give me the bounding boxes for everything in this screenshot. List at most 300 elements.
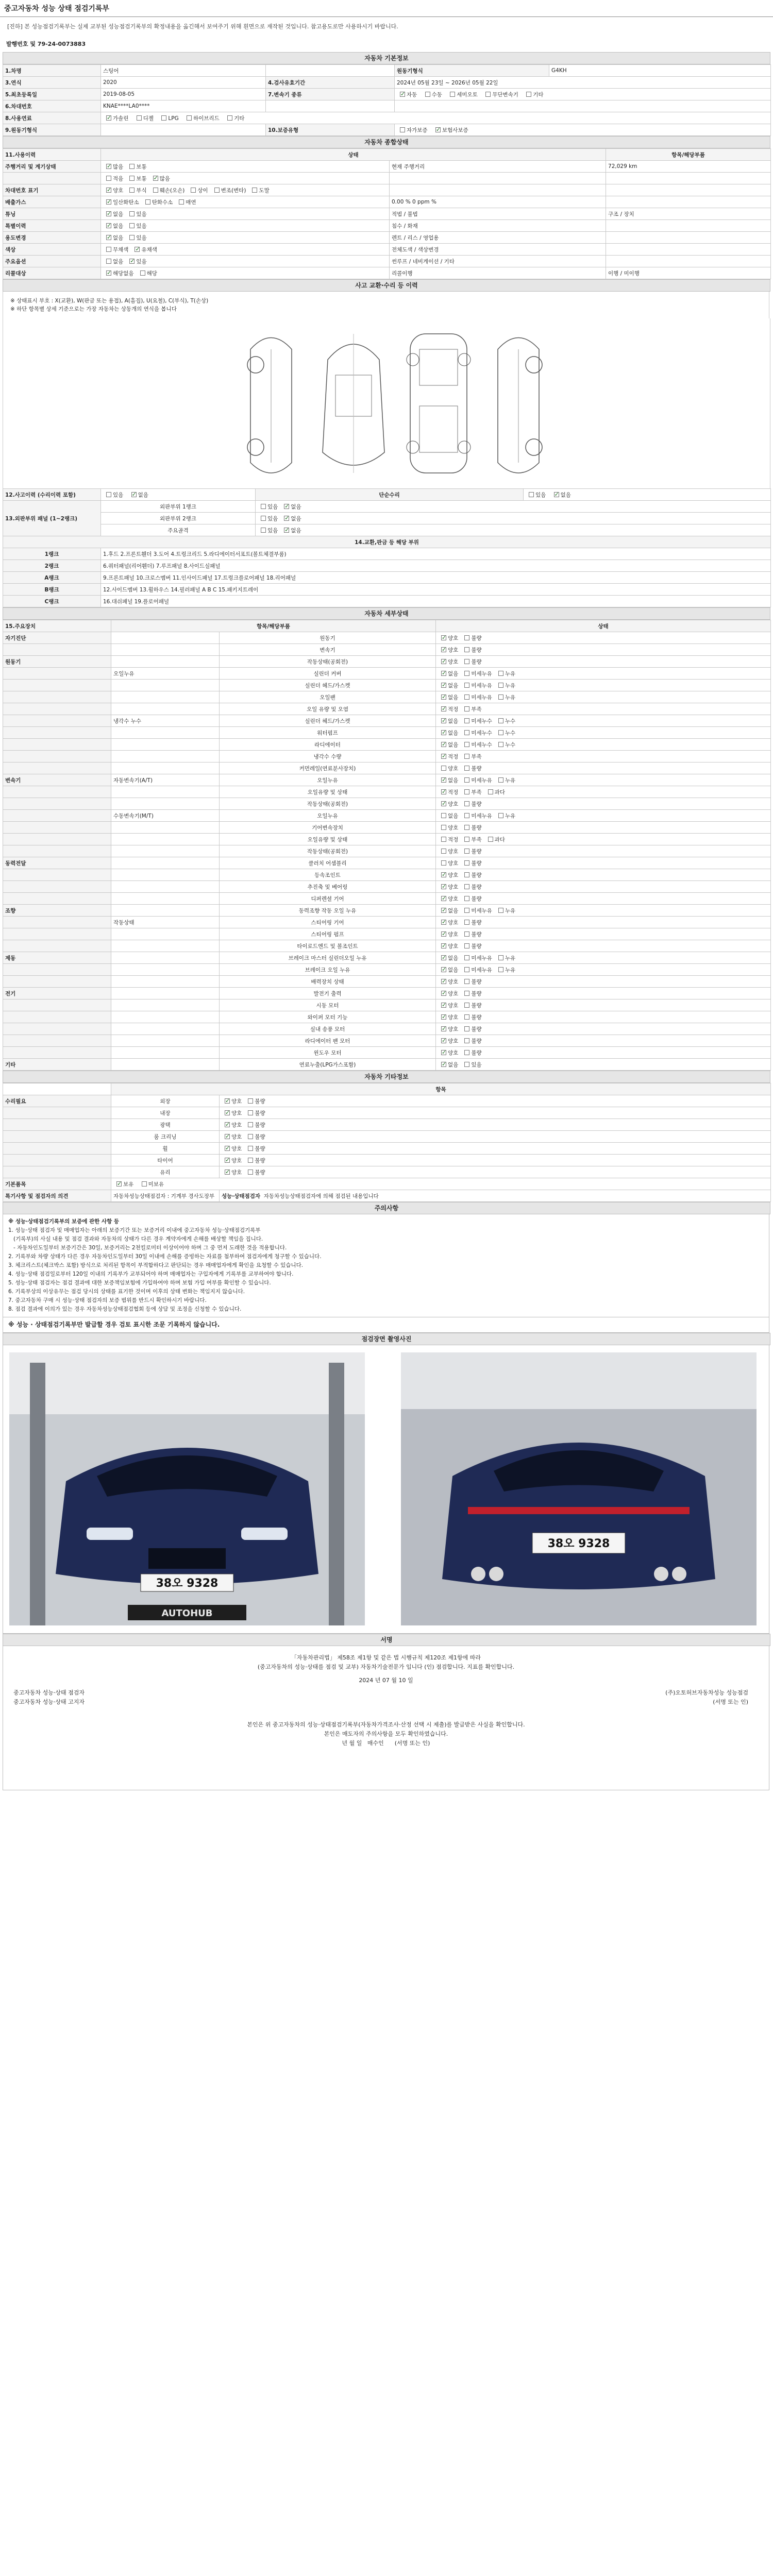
other-col-head: 항목 bbox=[111, 1083, 771, 1095]
detail-option-checkbox bbox=[464, 1014, 469, 1020]
detail-subgroup bbox=[111, 845, 220, 857]
detail-option-checkbox bbox=[498, 908, 503, 913]
detail-item: 워터펌프 bbox=[220, 727, 436, 739]
detail-item: 오일유량 및 상태 bbox=[220, 786, 436, 798]
detail-row bbox=[3, 798, 771, 810]
detail-option-checkbox bbox=[441, 635, 446, 640]
sign-line-2: (중고자동차의 성능·상태를 점검 및 교부) 자동차기술전문가 입니다 (인) 점검합니다. 지표를 확인합니다. bbox=[257, 1664, 515, 1670]
detail-subgroup bbox=[111, 928, 220, 940]
value-special-notes: 자동차성능상태점검자 : 기계부 경사도장부 bbox=[111, 1190, 220, 1202]
detail-options: ✓ 양호 불량 bbox=[436, 893, 771, 905]
detail-group bbox=[3, 644, 111, 656]
detail-subgroup bbox=[111, 905, 220, 917]
detail-item: 타이로드엔드 및 볼조인트 bbox=[220, 940, 436, 952]
detail-option-checkbox bbox=[464, 1050, 469, 1055]
caution-line: 1. 성능·상태 점검자 및 매매업자는 아래의 보증기간 또는 보증거리 이내에 중고자동차 성능·상태점검기록부 bbox=[8, 1227, 261, 1233]
rank-row-label: 외판부위 2랭크 bbox=[101, 513, 256, 524]
detail-group bbox=[3, 1023, 111, 1035]
detail-option-checkbox bbox=[441, 908, 446, 913]
overall-col-items: 항목/해당부품 bbox=[606, 149, 771, 161]
caution-line: 3. 체크리스트(체크박스 포함) 방식으로 처리된 항목이 부적합하다고 판단되는 경우 매매업자에게 확인을 요청할 수 있습니다. bbox=[8, 1262, 304, 1268]
detail-item: 스티어링 기어 bbox=[220, 917, 436, 928]
detail-subgroup: 작동상태 bbox=[111, 917, 220, 928]
detail-subgroup bbox=[111, 680, 220, 691]
detail-option-checkbox bbox=[441, 991, 446, 996]
checkbox-basic-none bbox=[142, 1181, 147, 1187]
detail-option-checkbox bbox=[498, 813, 503, 818]
confirm-row bbox=[13, 1739, 759, 1748]
detail-group bbox=[3, 928, 111, 940]
checkbox-fuel-other bbox=[227, 115, 232, 121]
detail-group: 조향 bbox=[3, 905, 111, 917]
detail-group bbox=[3, 976, 111, 988]
label-car-name: 1.차명 bbox=[3, 65, 101, 77]
sign-box bbox=[3, 1646, 769, 1790]
detail-option-checkbox bbox=[464, 801, 469, 806]
detail-options: ✓ 없음 미세누수 누수 bbox=[436, 715, 771, 727]
detail-option-checkbox bbox=[464, 1003, 469, 1008]
detail-row bbox=[3, 928, 771, 940]
overall-row bbox=[3, 208, 771, 220]
exchange-rank: B랭크 bbox=[3, 584, 101, 596]
detail-row bbox=[3, 881, 771, 893]
detail-row bbox=[3, 905, 771, 917]
detail-option-checkbox bbox=[464, 671, 469, 676]
exchange-row bbox=[3, 584, 771, 596]
detail-option-checkbox bbox=[441, 920, 446, 925]
detail-item: 시동 모터 bbox=[220, 999, 436, 1011]
rear-car-photo bbox=[401, 1352, 757, 1625]
detail-options: ✓ 양호 불량 bbox=[436, 940, 771, 952]
detail-options: ✓ 없음 미세누유 누유 bbox=[436, 691, 771, 703]
detail-item: 동력조향 작동 오일 누유 bbox=[220, 905, 436, 917]
detail-subgroup bbox=[111, 739, 220, 751]
detail-option-checkbox bbox=[441, 813, 446, 818]
detail-item: 브레이크 오일 누유 bbox=[220, 964, 436, 976]
detail-option-checkbox bbox=[498, 683, 503, 688]
section-detail-state: 자동차 세부상태 bbox=[3, 607, 770, 620]
other-option-checkbox bbox=[225, 1122, 230, 1127]
detail-option-checkbox bbox=[441, 742, 446, 747]
detail-row bbox=[3, 691, 771, 703]
detail-row bbox=[3, 988, 771, 999]
rank-row-label: 주요골격 bbox=[101, 524, 256, 536]
overall-row-label: 배출가스 bbox=[3, 196, 101, 208]
detail-row bbox=[3, 632, 771, 644]
detail-option-checkbox bbox=[441, 860, 446, 866]
overall-option-checkbox bbox=[252, 188, 257, 193]
detail-col-state: 상태 bbox=[436, 620, 771, 632]
overall-row-label: 차대번호 표기 bbox=[3, 184, 101, 196]
detail-option-checkbox bbox=[498, 694, 503, 700]
detail-group bbox=[3, 703, 111, 715]
detail-row bbox=[3, 762, 771, 774]
detail-subgroup bbox=[111, 1011, 220, 1023]
detail-option-checkbox bbox=[441, 671, 446, 676]
notice-label: 중고자동차 성능·상태 고지자 bbox=[13, 1699, 85, 1705]
other-option-checkbox bbox=[248, 1122, 253, 1127]
detail-row bbox=[3, 703, 771, 715]
section-photo: 점검장면 촬영사진 bbox=[3, 1333, 770, 1345]
checkbox-rank1-no bbox=[284, 504, 289, 509]
detail-option-checkbox bbox=[464, 754, 469, 759]
detail-item: 실린더 헤드/가스켓 bbox=[220, 680, 436, 691]
detail-option-checkbox bbox=[498, 955, 503, 960]
detail-options: ✓ 양호 불량 bbox=[436, 976, 771, 988]
detail-option-checkbox bbox=[464, 931, 469, 937]
caution-line: 4. 성능·상태 점검일로부터 120일 이내의 기록부가 교부되어야 하며 매매업자는 구입자에게 기록부를 교부하여야 합니다. bbox=[8, 1271, 294, 1277]
other-info-table bbox=[3, 1083, 771, 1202]
transmission-options: ✓ 자동 수동 세미오토 무단변속기 기타 bbox=[395, 89, 771, 100]
detail-options: 양호 불량 bbox=[436, 822, 771, 834]
caution-line: 2. 기록부와 차량 상태가 다른 경우 자동차인도일부터 30일 이내에 손해를 증빙하는 자료를 첨부하여 점검자에게 청구할 수 있습니다. bbox=[8, 1253, 322, 1260]
detail-item: 배력장치 상태 bbox=[220, 976, 436, 988]
overall-row-note: 전체도색 / 색상변경 bbox=[390, 244, 606, 256]
section-sign: 서명 bbox=[3, 1634, 770, 1646]
other-option-checkbox bbox=[225, 1146, 230, 1151]
label-year: 3.연식 bbox=[3, 77, 101, 89]
detail-group: 제동 bbox=[3, 952, 111, 964]
detail-group bbox=[3, 822, 111, 834]
label-rank: 13.외판부위 패널 (1~2랭크) bbox=[3, 501, 101, 536]
exchange-items: 9.프론트패널 10.크로스멤버 11.인사이드패널 17.트렁크플로어패널 18.리어패널 bbox=[101, 572, 771, 584]
detail-item: 연료누출(LPG가스포함) bbox=[220, 1059, 436, 1071]
car-top-front-icon bbox=[323, 334, 384, 473]
other-row bbox=[3, 1143, 771, 1155]
detail-subgroup bbox=[111, 632, 220, 644]
checkbox-fuel-diesel bbox=[137, 115, 142, 121]
value-inspection-period: 2024년 05월 23일 ~ 2026년 05월 22일 bbox=[395, 77, 771, 89]
detail-item: 원동기 bbox=[220, 632, 436, 644]
detail-option-checkbox bbox=[441, 931, 446, 937]
overall-row-options: 무채색✓ 유채색 bbox=[101, 244, 390, 256]
detail-col-device: 15.주요장치 bbox=[3, 620, 111, 632]
detail-item: 오일누유 bbox=[220, 774, 436, 786]
other-option-checkbox bbox=[225, 1098, 230, 1104]
detail-group: 기타 bbox=[3, 1059, 111, 1071]
photo-area bbox=[3, 1345, 769, 1634]
front-car-photo bbox=[9, 1352, 365, 1625]
overall-row-value bbox=[606, 232, 771, 244]
detail-group bbox=[3, 881, 111, 893]
detail-item: 클러치 어셈블리 bbox=[220, 857, 436, 869]
detail-row bbox=[3, 822, 771, 834]
detail-options: ✓ 적정 부족 bbox=[436, 751, 771, 762]
overall-row-options: ✓ 일산화탄소 탄화수소 매연 bbox=[101, 196, 390, 208]
detail-row bbox=[3, 786, 771, 798]
detail-options: 양호 불량 bbox=[436, 857, 771, 869]
other-group bbox=[3, 1107, 111, 1119]
overall-row-options: ✓ 없음 있음 bbox=[101, 220, 390, 232]
detail-option-checkbox bbox=[464, 849, 469, 854]
detail-options: ✓ 양호 불량 bbox=[436, 1023, 771, 1035]
detail-subgroup bbox=[111, 762, 220, 774]
other-group bbox=[3, 1155, 111, 1166]
detail-option-checkbox bbox=[464, 742, 469, 747]
detail-options: ✓ 없음 미세누유 누유 bbox=[436, 964, 771, 976]
detail-group bbox=[3, 1047, 111, 1059]
detail-subgroup bbox=[111, 1059, 220, 1071]
detail-subgroup bbox=[111, 952, 220, 964]
detail-item: 스티어링 펌프 bbox=[220, 928, 436, 940]
detail-subgroup bbox=[111, 869, 220, 881]
other-option-checkbox bbox=[225, 1110, 230, 1115]
overall-row bbox=[3, 173, 771, 184]
detail-subgroup bbox=[111, 751, 220, 762]
other-group bbox=[3, 1166, 111, 1178]
detail-option-checkbox bbox=[464, 884, 469, 889]
detail-options: 없음 미세누유 누유 bbox=[436, 810, 771, 822]
detail-row bbox=[3, 834, 771, 845]
checkbox-accident-yes bbox=[106, 492, 111, 497]
detail-item: 작동상태(공회전) bbox=[220, 656, 436, 668]
detail-row bbox=[3, 715, 771, 727]
detail-row bbox=[3, 1011, 771, 1023]
overall-option-checkbox bbox=[179, 199, 184, 205]
detail-option-checkbox bbox=[441, 1062, 446, 1067]
checkbox-warranty-insurance bbox=[435, 127, 441, 132]
detail-row bbox=[3, 1023, 771, 1035]
detail-row bbox=[3, 893, 771, 905]
detail-subgroup bbox=[111, 976, 220, 988]
detail-option-checkbox bbox=[441, 718, 446, 723]
checkbox-transmission-other bbox=[526, 92, 531, 97]
overall-option-checkbox bbox=[135, 247, 140, 252]
label-transmission: 7.변속기 종류 bbox=[266, 89, 395, 100]
value-engine-type: G4KH bbox=[549, 65, 771, 77]
overall-row-value: 이행 / 미이행 bbox=[606, 267, 771, 279]
detail-options: ✓ 양호 불량 bbox=[436, 1047, 771, 1059]
detail-group bbox=[3, 893, 111, 905]
confirm-line-1: 본인은 위 중고자동차의 성능·상태점검기록부(자동차가격조사·산정 선택 시 제출)를 발급받은 사실을 확인합니다. bbox=[247, 1721, 525, 1728]
detail-group bbox=[3, 1011, 111, 1023]
detail-options: ✓ 양호 불량 bbox=[436, 1035, 771, 1047]
detail-subgroup bbox=[111, 940, 220, 952]
other-item: 외장 bbox=[111, 1095, 220, 1107]
other-option-checkbox bbox=[248, 1146, 253, 1151]
detail-options: ✓ 양호 불량 bbox=[436, 1011, 771, 1023]
detail-option-checkbox bbox=[441, 955, 446, 960]
detail-option-checkbox bbox=[441, 1026, 446, 1031]
other-option-checkbox bbox=[225, 1134, 230, 1139]
detail-row bbox=[3, 680, 771, 691]
overall-row-value bbox=[606, 244, 771, 256]
other-options: ✓ 양호 불량 bbox=[220, 1107, 771, 1119]
inspector-row bbox=[13, 1688, 759, 1698]
detail-option-checkbox bbox=[441, 979, 446, 984]
detail-row bbox=[3, 751, 771, 762]
other-option-checkbox bbox=[225, 1158, 230, 1163]
detail-group bbox=[3, 680, 111, 691]
detail-options: ✓ 양호 불량 bbox=[436, 798, 771, 810]
detail-row bbox=[3, 1047, 771, 1059]
detail-option-checkbox bbox=[464, 683, 469, 688]
other-options: ✓ 양호 불량 bbox=[220, 1155, 771, 1166]
overall-option-checkbox bbox=[106, 223, 111, 228]
section-basic-info: 자동차 기본정보 bbox=[3, 52, 770, 64]
checkbox-transmission-auto bbox=[400, 92, 405, 97]
checkbox-fuel-hybrid bbox=[187, 115, 192, 121]
brand-watermark: AUTOHUB bbox=[161, 1608, 213, 1619]
detail-row bbox=[3, 869, 771, 881]
detail-row bbox=[3, 810, 771, 822]
detail-options: ✓ 없음 미세누수 누수 bbox=[436, 727, 771, 739]
detail-item: 등속조인트 bbox=[220, 869, 436, 881]
label-first-registration: 5.최초등록일 bbox=[3, 89, 101, 100]
checkbox-rank1-yes bbox=[261, 504, 266, 509]
checkbox-transmission-cvt bbox=[485, 92, 491, 97]
detail-item: 변속기 bbox=[220, 644, 436, 656]
overall-option-checkbox bbox=[153, 188, 158, 193]
rear-plate-text: 38오 9328 bbox=[547, 1537, 610, 1550]
basic-info-table bbox=[3, 64, 771, 136]
notice-row bbox=[13, 1698, 759, 1707]
detail-row bbox=[3, 857, 771, 869]
front-car-image bbox=[9, 1352, 365, 1625]
detail-subgroup: 자동변속기(A/T) bbox=[111, 774, 220, 786]
detail-option-checkbox bbox=[464, 635, 469, 640]
detail-option-checkbox bbox=[498, 742, 503, 747]
other-option-checkbox bbox=[248, 1098, 253, 1104]
accident-options: 있음 ✓ 없음 bbox=[101, 489, 256, 501]
rank-row-options: 있음✓ 없음 bbox=[256, 513, 771, 524]
overall-row-value bbox=[606, 173, 771, 184]
detail-option-checkbox bbox=[441, 647, 446, 652]
detail-group bbox=[3, 999, 111, 1011]
inspector-value: (주)오토허브자동차성능 성능점검 bbox=[665, 1689, 748, 1696]
other-options: ✓ 양호 불량 bbox=[220, 1166, 771, 1178]
caution-line: - 자동차인도일부터 보증기간은 30일, 보증거리는 2천킬로미터 이상이어야 하며 그 중 먼저 도래한 것을 적용합니다. bbox=[8, 1245, 287, 1251]
value-year: 2020 bbox=[101, 77, 266, 89]
exchange-rank: A랭크 bbox=[3, 572, 101, 584]
overall-row bbox=[3, 161, 771, 173]
overall-row bbox=[3, 244, 771, 256]
overall-row-value bbox=[606, 220, 771, 232]
detail-option-checkbox bbox=[441, 730, 446, 735]
detail-group bbox=[3, 810, 111, 822]
detail-option-checkbox bbox=[441, 849, 446, 854]
overall-row-label: 주행거리 및 계기상태 bbox=[3, 161, 101, 173]
overall-option-checkbox bbox=[106, 164, 111, 169]
detail-options: 양호 불량 bbox=[436, 762, 771, 774]
overall-row bbox=[3, 267, 771, 279]
overall-row-options: ✓ 해당없음 해당 bbox=[101, 267, 390, 279]
checkbox-transmission-semi bbox=[450, 92, 455, 97]
detail-option-checkbox bbox=[464, 896, 469, 901]
caution-line: 8. 점검 결과에 이의가 있는 경우 자동차성능상태점검협회 등에 상담 및 조정을 신청할 수 있습니다. bbox=[8, 1306, 242, 1312]
overall-row-value: 구조 / 장치 bbox=[606, 208, 771, 220]
sign-date: 2024 년 07 월 10 일 bbox=[359, 1677, 413, 1684]
detail-option-checkbox bbox=[441, 659, 446, 664]
overall-option-checkbox bbox=[214, 188, 220, 193]
detail-subgroup bbox=[111, 703, 220, 715]
label-simple-repair: 단순수리 bbox=[256, 489, 524, 501]
detail-group: 변속기 bbox=[3, 774, 111, 786]
detail-option-checkbox bbox=[464, 920, 469, 925]
detail-option-checkbox bbox=[498, 967, 503, 972]
label-basic-items: 기본품목 bbox=[3, 1178, 111, 1190]
detail-subgroup bbox=[111, 834, 220, 845]
basic-items-options: ✓ 보유 미보유 bbox=[111, 1178, 771, 1190]
detail-option-checkbox bbox=[441, 766, 446, 771]
detail-subgroup bbox=[111, 1047, 220, 1059]
detail-options: ✓ 없음 미세누유 누유 bbox=[436, 952, 771, 964]
confirm-line-2: 본인은 매도자의 주의사항을 모두 확인하였습니다. bbox=[324, 1731, 448, 1737]
detail-subgroup bbox=[111, 1023, 220, 1035]
legend-line: ※ 하단 항목별 상세 기준으로는 가장 자동차는 상동개의 연식을 봅니다 bbox=[10, 306, 177, 312]
overall-option-checkbox bbox=[129, 235, 135, 240]
overall-row-note: 렌트 / 리스 / 영업용 bbox=[390, 232, 606, 244]
detail-item: 발전기 출력 bbox=[220, 988, 436, 999]
checkbox-transmission-manual bbox=[425, 92, 430, 97]
detail-option-checkbox bbox=[441, 683, 446, 688]
detail-option-checkbox bbox=[441, 943, 446, 948]
other-row bbox=[3, 1155, 771, 1166]
section-overall-state: 자동차 종합상태 bbox=[3, 136, 770, 148]
detail-group bbox=[3, 727, 111, 739]
caution-line: 6. 기록부상의 이상유무는 점검 당시의 상태를 표기한 것이며 이후의 상태 변화는 책임지지 않습니다. bbox=[8, 1289, 245, 1295]
overall-row-note: 0.00 % 0 ppm % bbox=[390, 196, 606, 208]
detail-item: 작동상태(공회전) bbox=[220, 845, 436, 857]
detail-row bbox=[3, 940, 771, 952]
detail-item: 라디에이터 팬 모터 bbox=[220, 1035, 436, 1047]
overall-row-note: 썬루프 / 네비게이션 / 기타 bbox=[390, 256, 606, 267]
detail-group: 자기진단 bbox=[3, 632, 111, 644]
overall-row bbox=[3, 256, 771, 267]
exchange-items: 12.사이드멤버 13.휠하우스 14.필러패널 A B C 15.패키지트레이 bbox=[101, 584, 771, 596]
overall-option-checkbox bbox=[129, 259, 135, 264]
document-title: 중고자동차 성능 상태 점검기록부 bbox=[0, 0, 773, 17]
exchange-title: 14.교환,판금 등 해당 부위 bbox=[3, 536, 771, 548]
other-item: 유리 bbox=[111, 1166, 220, 1178]
other-group bbox=[3, 1119, 111, 1131]
detail-subgroup bbox=[111, 644, 220, 656]
buyer-label: 매수인 bbox=[367, 1740, 384, 1747]
detail-subgroup: 냉각수 누수 bbox=[111, 715, 220, 727]
detail-group bbox=[3, 869, 111, 881]
detail-item: 커먼레일(연료분사장치) bbox=[220, 762, 436, 774]
other-option-checkbox bbox=[248, 1134, 253, 1139]
detail-option-checkbox bbox=[441, 825, 446, 830]
detail-item: 실린더 헤드/가스켓 bbox=[220, 715, 436, 727]
overall-option-checkbox bbox=[191, 188, 196, 193]
detail-option-checkbox bbox=[498, 671, 503, 676]
overall-row-label: 용도변경 bbox=[3, 232, 101, 244]
detail-row bbox=[3, 727, 771, 739]
overall-row-value bbox=[606, 196, 771, 208]
other-option-checkbox bbox=[248, 1158, 253, 1163]
checkbox-simple-yes bbox=[529, 492, 534, 497]
overall-option-checkbox bbox=[106, 247, 111, 252]
checkbox-frame-no bbox=[284, 528, 289, 533]
detail-group bbox=[3, 845, 111, 857]
overall-row bbox=[3, 184, 771, 196]
detail-item: 디퍼렌셜 기어 bbox=[220, 893, 436, 905]
notice-text: [진하] 본 성능점검기록부는 실제 교부된 성능점검기록부의 확정내용을 옮긴해서 보여주기 위해 흰면으로 재작된 것입니다. 참고용도로만 사용하시기 바랍니다. bbox=[7, 23, 398, 30]
checkbox-rank2-yes bbox=[261, 516, 266, 521]
detail-options: ✓ 없음 있음 bbox=[436, 1059, 771, 1071]
detail-row bbox=[3, 644, 771, 656]
overall-row bbox=[3, 220, 771, 232]
detail-group bbox=[3, 739, 111, 751]
detail-option-checkbox bbox=[464, 991, 469, 996]
detail-option-checkbox bbox=[498, 718, 503, 723]
detail-option-checkbox bbox=[464, 908, 469, 913]
detail-row bbox=[3, 952, 771, 964]
detail-options: ✓ 없음 미세누유 누유 bbox=[436, 774, 771, 786]
caution-line: 7. 중고자동차 구매 시 성능·상태 점검자의 보증 범위를 반드시 확인하시기 바랍니다. bbox=[8, 1297, 207, 1303]
overall-row-options: ✓ 없음 있음 bbox=[101, 208, 390, 220]
